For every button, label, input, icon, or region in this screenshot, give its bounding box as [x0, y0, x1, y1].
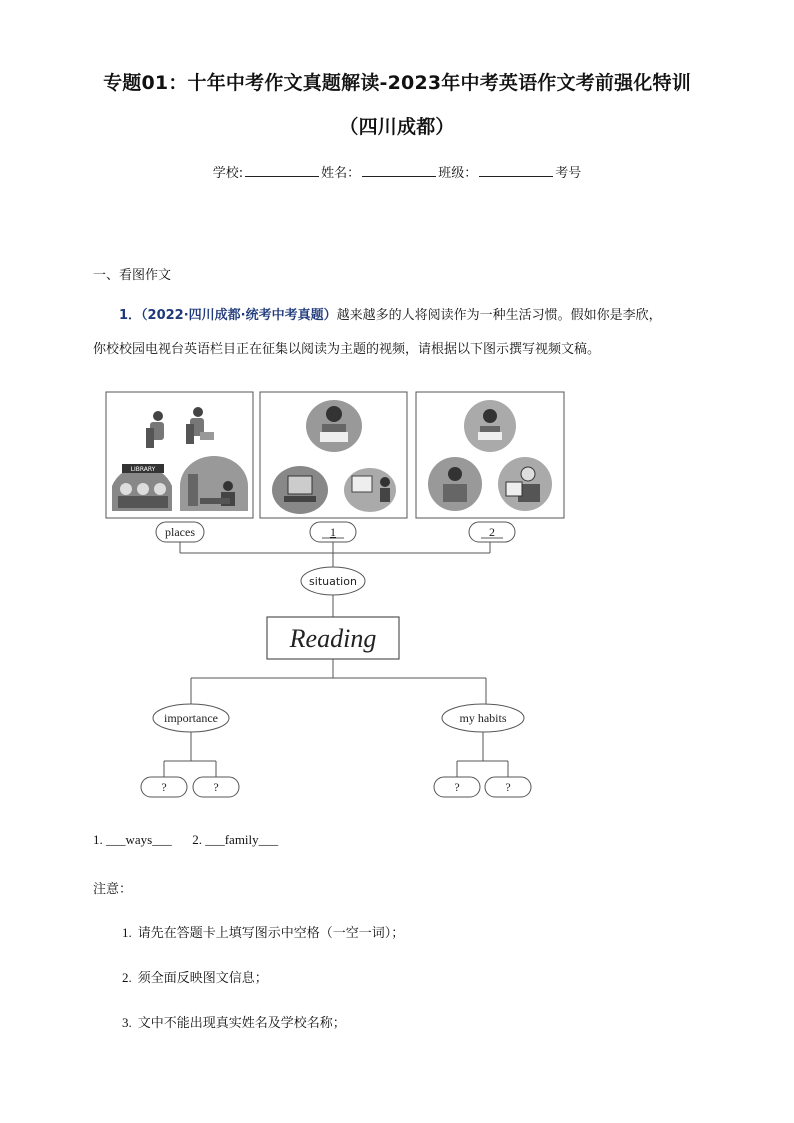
- note-number: 1.: [122, 925, 132, 940]
- note-text: 须全面反映图文信息；: [137, 971, 268, 986]
- note-text: 请先在答题卡上填写图示中空格（一空一词）；: [137, 926, 405, 941]
- document-title: 专题01：十年中考作文真题解读-2023年中考英语作文考前强化特训: [103, 72, 691, 94]
- question-number: 1．: [119, 308, 142, 323]
- note-number: 2.: [122, 970, 132, 985]
- school-blank[interactable]: [245, 164, 319, 177]
- blank1-label: 1: [330, 525, 336, 539]
- name-blank[interactable]: [362, 164, 436, 177]
- habits-subnode-2: ?: [505, 780, 511, 794]
- class-blank[interactable]: [479, 164, 553, 177]
- my-habits-label: my habits: [459, 711, 507, 725]
- library-sign-text: LIBRARY: [130, 466, 156, 473]
- note-item: [122, 922, 404, 941]
- answer-1-number: 1.: [93, 832, 103, 847]
- question-prompt: [93, 299, 713, 367]
- section-heading: 一、看图作文: [93, 268, 172, 283]
- question-text-1: 越来越多的人将阅读作为一种生活习惯。假如你是李欣，: [336, 308, 662, 323]
- note-number: 3.: [122, 1015, 132, 1030]
- reading-center-label: Reading: [289, 624, 377, 653]
- situation-label: situation: [309, 575, 357, 588]
- blank2-label: 2: [489, 525, 495, 539]
- note-item: [122, 967, 268, 986]
- picture-panel-places: [106, 392, 253, 518]
- answer-1-value: ___ways___: [106, 832, 172, 847]
- note-item: [122, 1012, 346, 1031]
- notes-heading: 注意：: [93, 882, 133, 897]
- school-label: 学校:: [212, 166, 244, 181]
- phone-reading-image: [344, 468, 396, 512]
- class-label: 班级：: [438, 166, 478, 181]
- note-text: 文中不能出现真实姓名及学校名称；: [137, 1016, 346, 1031]
- grandfather-reading-image: [498, 457, 552, 511]
- picture-panel-family: [416, 392, 564, 518]
- importance-label: importance: [164, 711, 218, 725]
- mother-reading-image: [428, 457, 482, 511]
- number-label: 考号: [555, 166, 582, 181]
- answer-2-value: ___family___: [205, 832, 279, 847]
- computer-reading-image: [272, 466, 328, 514]
- importance-subnode-1: ?: [161, 780, 167, 794]
- answer-2-number: 2.: [192, 832, 202, 847]
- student-info-line: [0, 162, 794, 181]
- importance-subnode-2: ?: [213, 780, 219, 794]
- habits-subnode-1: ?: [454, 780, 460, 794]
- girl-reading-book-image: [306, 400, 362, 452]
- question-source: （2022·四川成都·统考中考真题）: [141, 308, 337, 323]
- name-label: 姓名：: [321, 166, 361, 181]
- child-reading-image: [464, 400, 516, 452]
- document-subtitle: （四川成都）: [339, 116, 455, 138]
- question-text-2: 你校校园电视台英语栏目正在征集以阅读为主题的视频，请根据以下图示撰写视频文稿。: [93, 342, 601, 357]
- picture-panel-ways: [260, 392, 407, 518]
- places-label: places: [165, 525, 195, 539]
- mind-map-diagram: [100, 386, 570, 806]
- answers-line: [93, 832, 278, 848]
